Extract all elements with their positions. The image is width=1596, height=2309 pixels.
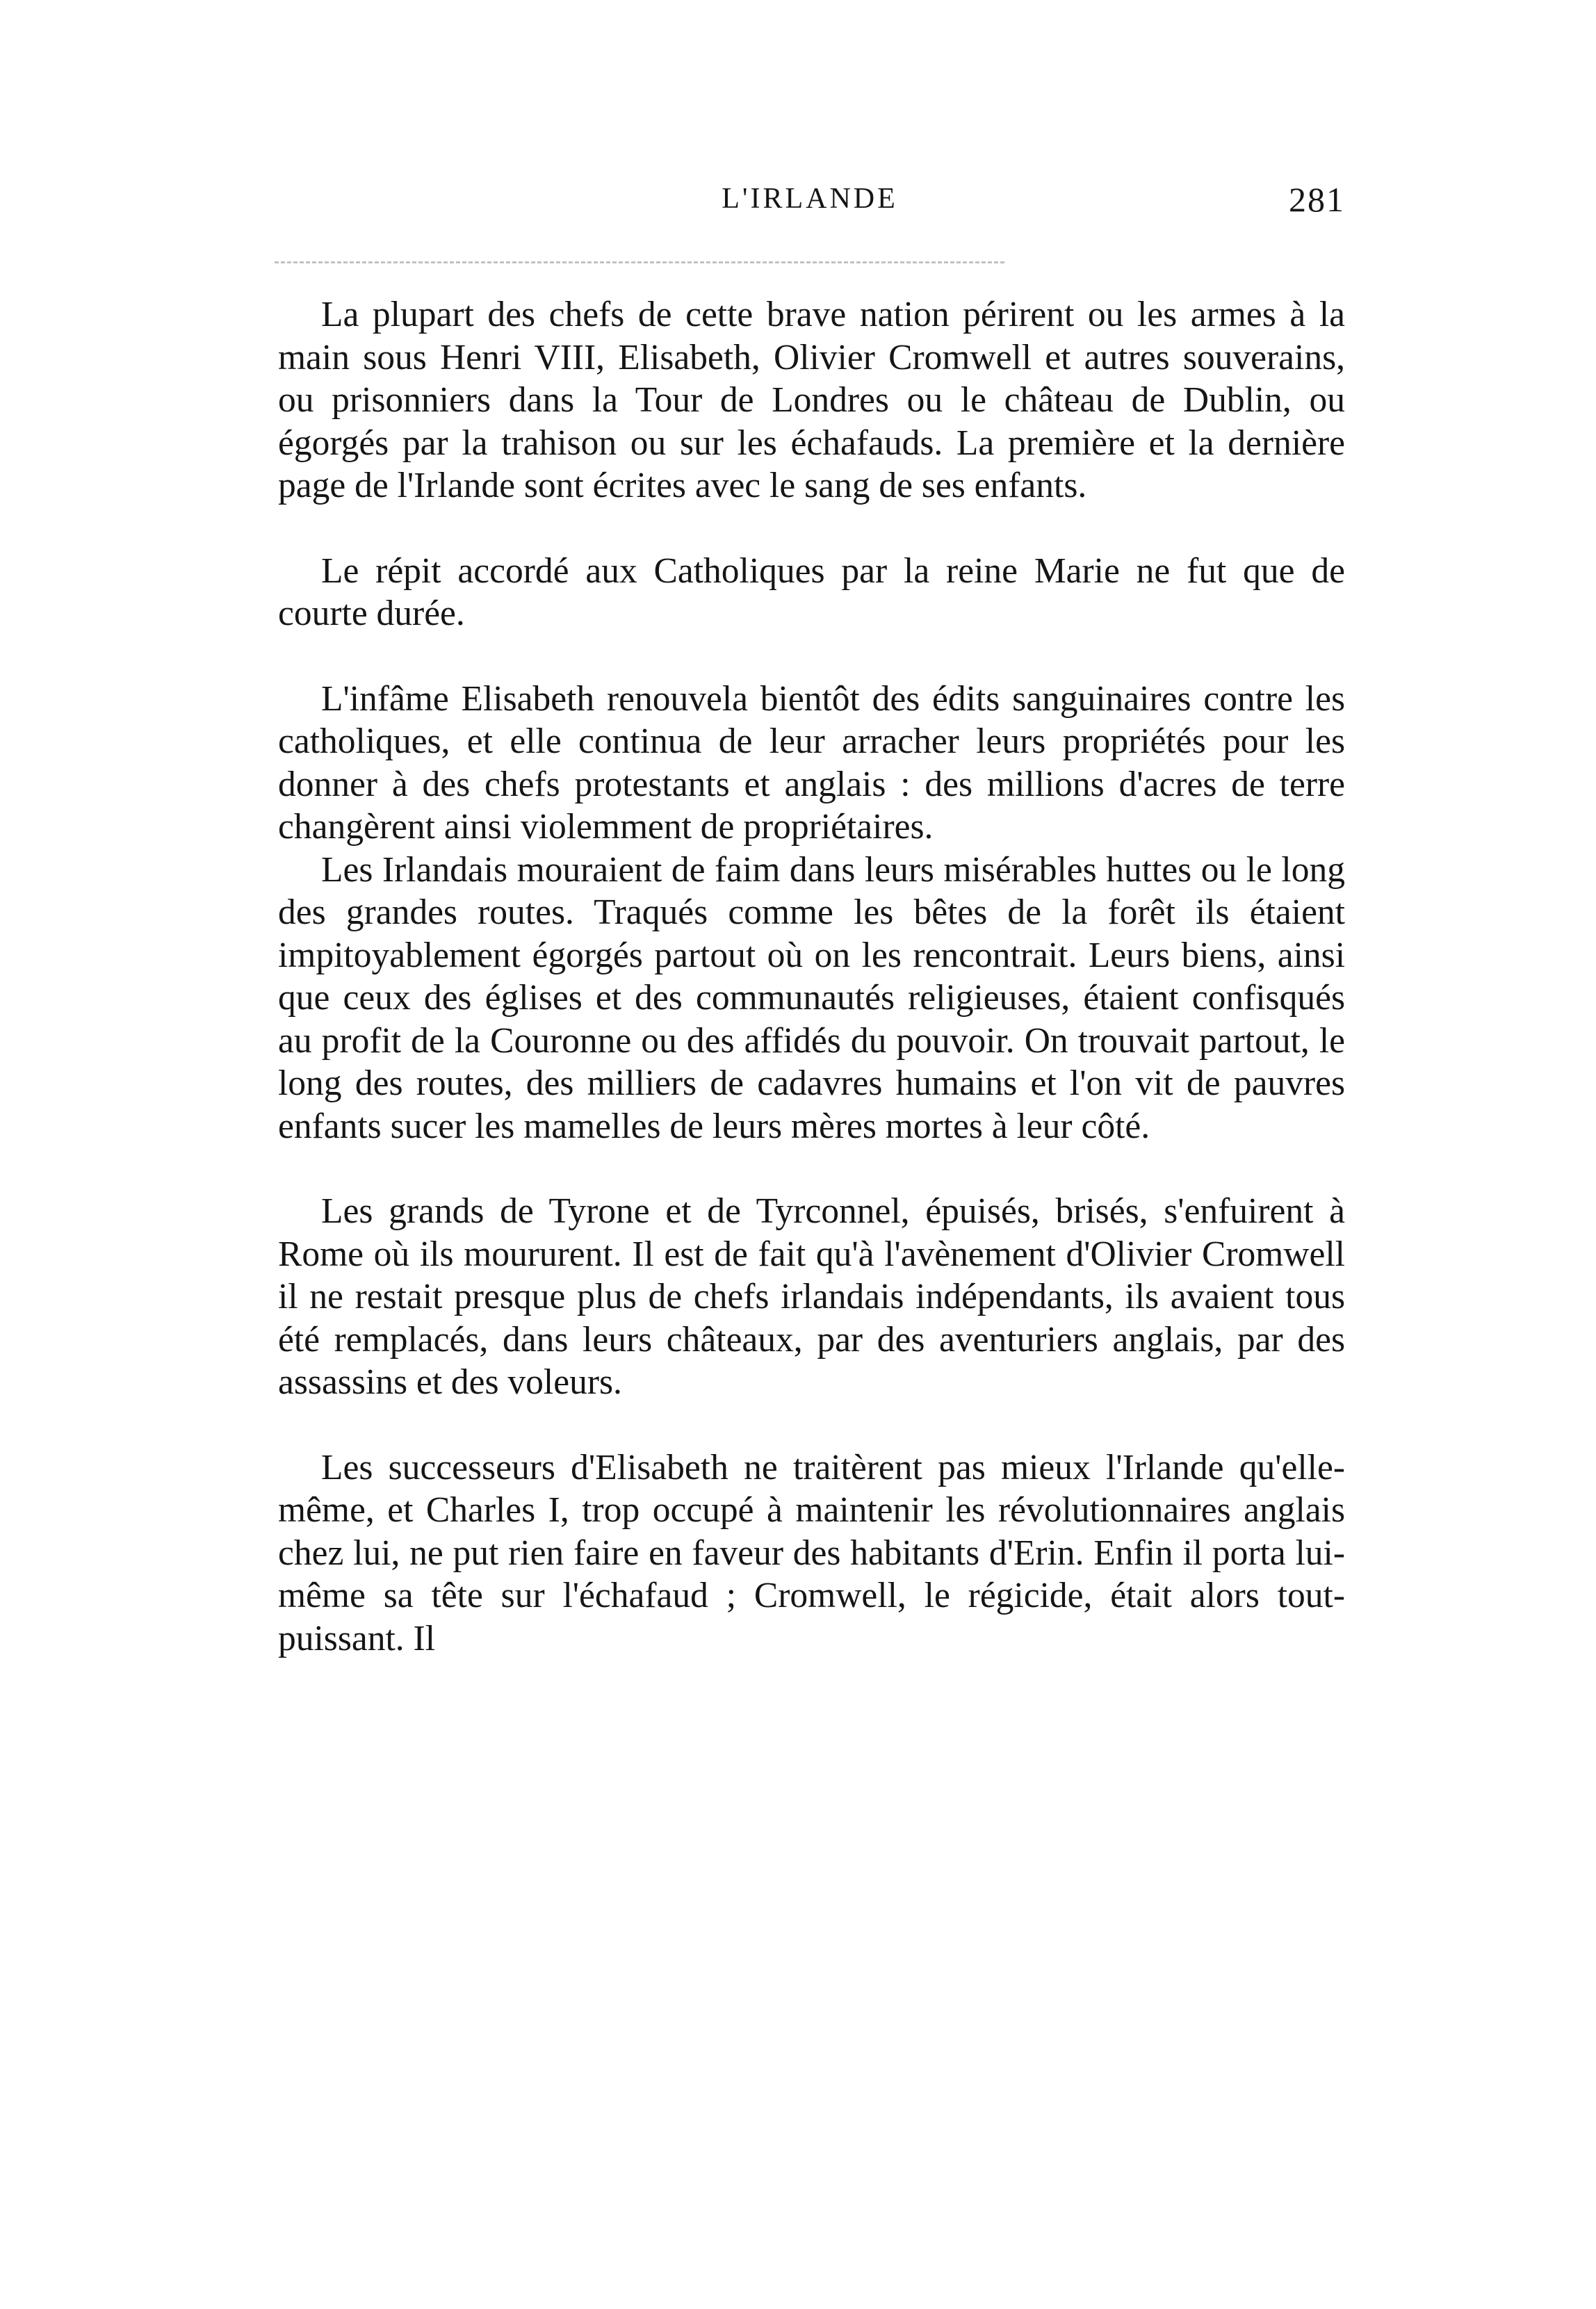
paragraph-elisabeth-edits: L'infâme Elisabeth renouvela bientôt des édits sanguinaires contre les catholiques, et elle continua de leur arracher leurs propriétés pour les donner à des chefs protestants et anglais : des millions d'acres de terre changèrent ainsi violemment de propriétaires. <box>278 678 1345 847</box>
paragraph-repit-reine-marie: Le répit accordé aux Catholiques par la reine Marie ne fut que de courte durée. <box>278 550 1345 633</box>
page-header <box>275 182 1345 231</box>
body-text <box>278 293 1345 1660</box>
paragraph-chefs-perirent: La plupart des chefs de cette brave nation périrent ou les armes à la main sous Henri VIII, Elisabeth, Olivier Cromwell et autres souverains, ou prisonniers dans la Tour de Londres ou le château de Dublin, ou égorgés par la trahison ou sur les échafauds. La première et la dernière page de l'Irlande sont écrites avec le sang de ses enfants. <box>278 295 1345 505</box>
paragraph-irlandais-mouraient: Les Irlandais mouraient de faim dans leurs misérables huttes ou le long des grandes routes. Traqués comme les bêtes de la forêt ils étaient impitoyablement égorgés partout où on les rencontrait. Leurs biens, ainsi que ceux des églises et des communautés religieuses, étaient confisqués au profit de la Couronne ou des affidés du pouvoir. On trouvait partout, le long des routes, des milliers de cadavres humains et l'on vit de pauvres enfants sucer les mamelles de leurs mères mortes à leur côté. <box>278 849 1345 1146</box>
page-number: 281 <box>1289 180 1345 219</box>
paragraph-tyrone-tyrconnel: Les grands de Tyrone et de Tyrconnel, épuisés, brisés, s'enfuirent à Rome où ils moururent. Il est de fait qu'à l'avènement d'Olivier Cromwell il ne restait presque plus de chefs irlandais indépendants, ils avaient tous été remplacés, dans leurs châteaux, par des aventuriers anglais, par des assassins et des voleurs. <box>278 1191 1345 1402</box>
paragraph-successeurs-elisabeth: Les successeurs d'Elisabeth ne traitèrent pas mieux l'Irlande qu'elle-même, et Charles I, trop occupé à maintenir les révolutionnaires anglais chez lui, ne put rien faire en faveur des habitants d'Erin. Enfin il porta lui-même sa tête sur l'échafaud ; Cromwell, le régicide, était alors tout-puissant. Il <box>278 1447 1345 1658</box>
header-divider <box>275 261 1004 263</box>
running-title: L'IRLANDE <box>722 183 898 215</box>
